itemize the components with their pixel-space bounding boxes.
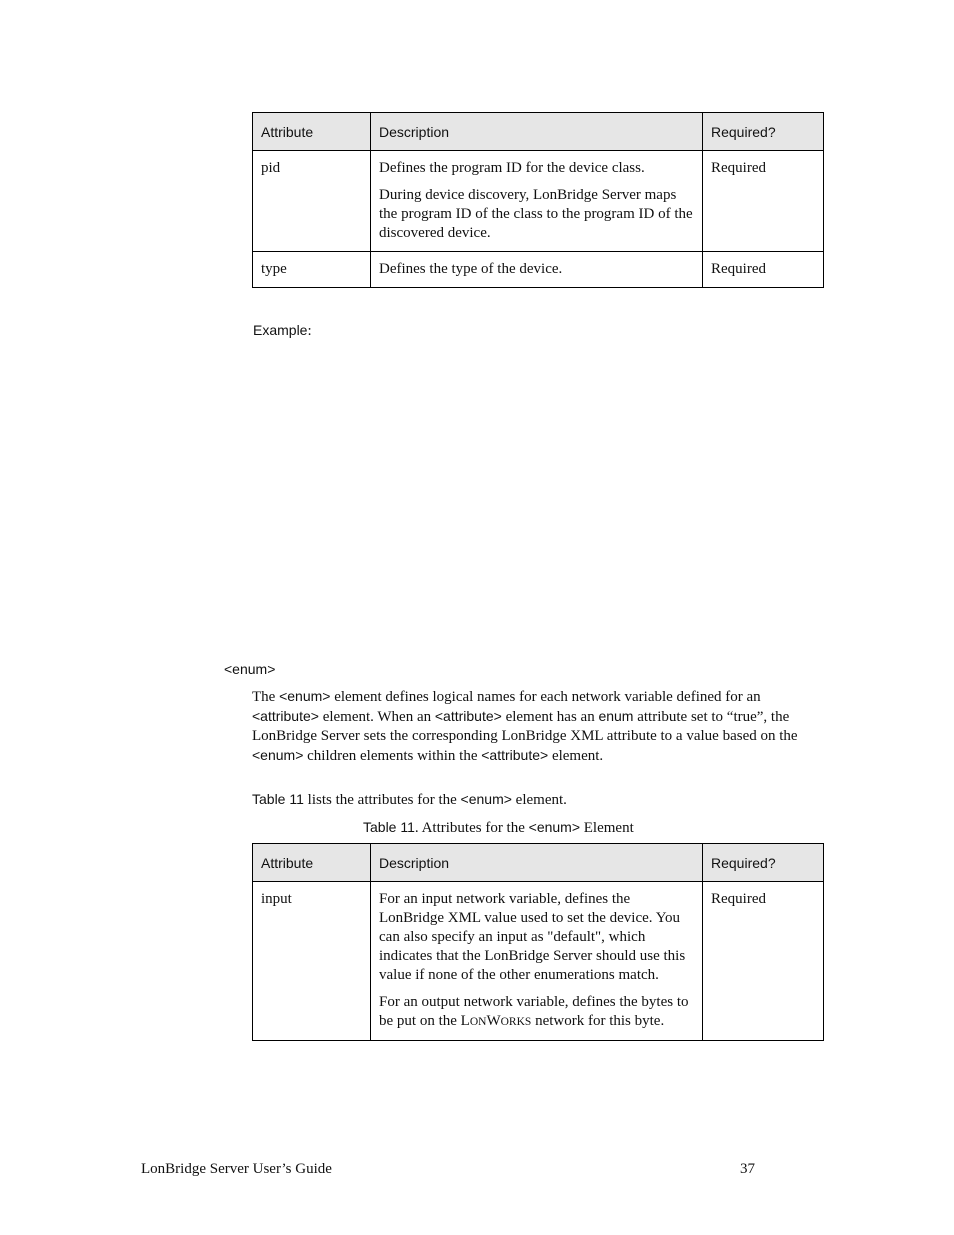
code-tag-enum: <enum>	[279, 688, 331, 704]
description-paragraph	[379, 993, 694, 1032]
attributes-table-enum	[252, 843, 824, 1041]
text-run: lists the attributes for the	[303, 792, 461, 808]
text-run: The	[252, 689, 280, 705]
description-paragraph: For an input network variable, defines the LonBridge XML value used to set the device. You can also specify an input as "default", which indicates that the LonBridge Server should use this value if none of the other enumerations match.	[379, 891, 686, 983]
column-header-description: Description	[371, 844, 703, 882]
column-header-required: Required?	[703, 113, 824, 151]
cell-required: Required	[703, 252, 824, 288]
cell-description: Defines the type of the device.	[371, 252, 703, 288]
cell-description	[371, 151, 703, 252]
section-heading-enum: <enum>	[224, 661, 276, 677]
description-paragraph: Defines the program ID for the device class.	[379, 160, 645, 176]
text-run: W	[486, 1013, 501, 1029]
column-header-required: Required?	[703, 844, 824, 882]
footer-title: LonBridge Server User’s Guide	[141, 1161, 332, 1177]
code-tag-attribute: <attribute>	[481, 747, 549, 763]
code-tag-attribute: <attribute>	[434, 708, 502, 724]
table-row	[253, 252, 824, 288]
example-word: Example	[253, 322, 308, 338]
text-run: Element	[580, 820, 634, 836]
text-run: For an output network variable, defines the bytes to be put on the L	[379, 994, 689, 1029]
table-header-row	[253, 844, 824, 882]
table-row	[253, 882, 824, 1041]
code-attr-enum: enum	[598, 708, 634, 724]
code-tag-enum: <enum>	[252, 747, 304, 763]
cell-attribute: type	[253, 252, 371, 288]
attributes-table-top	[252, 112, 824, 288]
cell-attribute: input	[253, 882, 371, 1041]
example-label	[253, 322, 312, 340]
table-header-row	[253, 113, 824, 151]
code-tag-enum: <enum>	[528, 819, 581, 835]
table-reference: Table 11	[252, 791, 304, 807]
text-run: element.	[548, 748, 604, 764]
description-paragraph: During device discovery, LonBridge Server maps the program ID of the class to the program ID of the discovered device.	[379, 187, 693, 241]
cell-required: Required	[703, 882, 824, 1041]
text-run: children elements within the	[303, 748, 482, 764]
table-reference-line	[252, 791, 567, 809]
small-caps-run: ON	[469, 1016, 487, 1028]
column-header-attribute: Attribute	[253, 844, 371, 882]
small-caps-run: ORKS	[500, 1016, 532, 1028]
cell-attribute: pid	[253, 151, 371, 252]
text-run: . Attributes for the	[414, 820, 529, 836]
text-run: attribute set to “true”, the LonBridge Server sets the corresponding LonBridge XML attribute to a value based on the	[252, 709, 798, 744]
text-run: element. When an	[318, 709, 435, 725]
table-row	[253, 151, 824, 252]
example-colon: :	[307, 323, 312, 339]
caption-label: Table 11	[363, 819, 415, 835]
column-header-attribute: Attribute	[253, 113, 371, 151]
table-caption	[363, 819, 634, 837]
column-header-description: Description	[371, 113, 703, 151]
text-run: element.	[511, 792, 567, 808]
enum-description-paragraph	[252, 687, 822, 766]
code-tag-enum: <enum>	[460, 791, 512, 807]
cell-required: Required	[703, 151, 824, 252]
text-run: element defines logical names for each network variable defined for an	[330, 689, 761, 705]
text-run: network for this byte.	[531, 1013, 665, 1029]
cell-description	[371, 882, 703, 1041]
code-tag-attribute: <attribute>	[252, 708, 319, 724]
text-run: element has an	[501, 709, 599, 725]
page-number: 37	[740, 1161, 755, 1177]
